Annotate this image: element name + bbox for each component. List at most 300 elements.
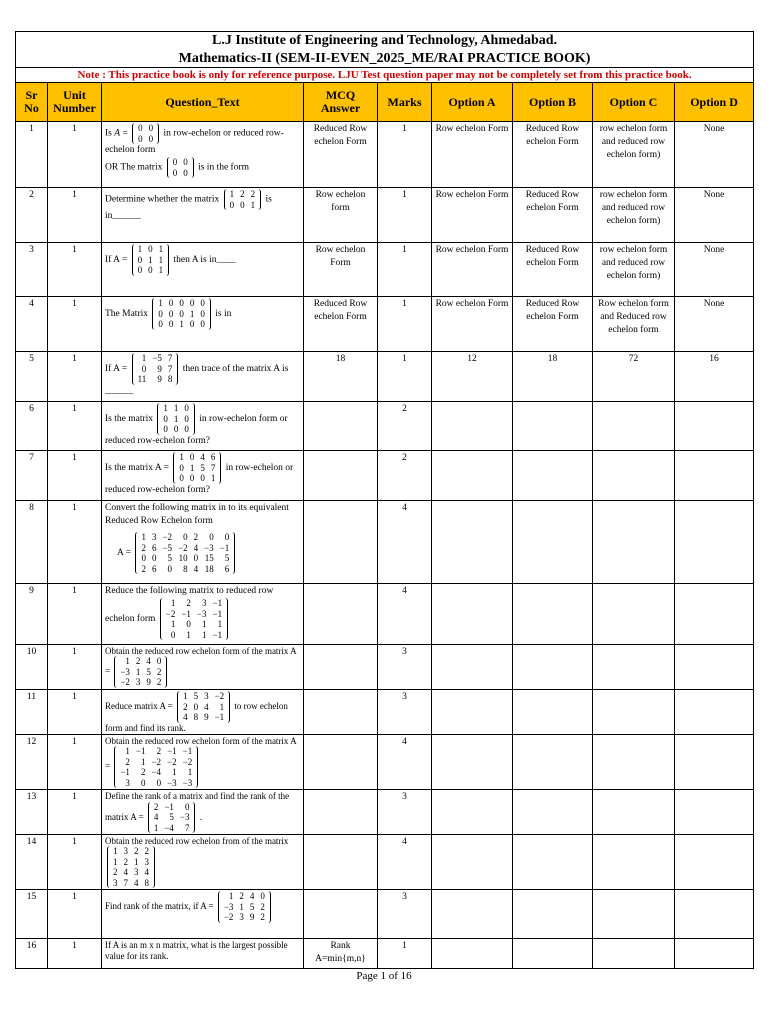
question-text: is in bbox=[215, 308, 232, 319]
mcq-answer: Reduced Row echelon Form bbox=[304, 122, 378, 188]
matrix-cell: 3 bbox=[202, 598, 207, 609]
matrix-cell: −1 bbox=[214, 712, 225, 722]
matrix-cell: −2 bbox=[162, 532, 173, 543]
matrix-cell: 5 bbox=[167, 553, 173, 564]
option-c bbox=[593, 690, 675, 735]
table-row bbox=[16, 352, 754, 402]
matrix-cell: −3 bbox=[179, 812, 190, 823]
option-c: 72 bbox=[593, 352, 675, 402]
marks: 1 bbox=[378, 352, 432, 402]
option-a: Row echelon Form bbox=[432, 122, 513, 188]
option-d bbox=[675, 501, 754, 584]
unit-number: 1 bbox=[48, 243, 102, 297]
question-text: Obtain the reduced row echelon form of the matrix A = bbox=[105, 735, 297, 772]
matrix bbox=[167, 157, 194, 178]
marks: 1 bbox=[378, 243, 432, 297]
matrix-cell: 6 bbox=[151, 542, 157, 553]
option-b bbox=[513, 584, 593, 645]
question-cell bbox=[102, 402, 304, 451]
option-d: None bbox=[675, 122, 754, 188]
page-number: Page 1 of 16 bbox=[356, 970, 412, 982]
matrix-cell: 5 bbox=[169, 812, 174, 823]
option-c bbox=[593, 402, 675, 451]
matrix-cell: 1 bbox=[172, 767, 177, 778]
table-row bbox=[16, 501, 754, 584]
matrix-cell: 2 bbox=[183, 701, 188, 712]
matrix-cell: 1 bbox=[158, 254, 164, 265]
matrix-cell: 1 bbox=[158, 298, 163, 308]
option-a bbox=[432, 690, 513, 735]
matrix-cell: 0 bbox=[189, 319, 195, 329]
matrix-cell: −2 bbox=[167, 756, 177, 767]
matrix-cell: 0 bbox=[179, 462, 184, 473]
matrix-cell: 2 bbox=[156, 666, 162, 677]
option-a: 12 bbox=[432, 352, 513, 402]
matrix-cell: 0 bbox=[172, 167, 178, 178]
matrix-cell: 2 bbox=[193, 532, 199, 543]
sr-no: 15 bbox=[16, 890, 48, 939]
matrix-cell: 0 bbox=[184, 403, 189, 413]
matrix-cell: −3 bbox=[223, 901, 234, 912]
matrix-cell: 0 bbox=[224, 532, 230, 543]
matrix-cell: 0 bbox=[240, 199, 245, 210]
var-a: A bbox=[114, 128, 121, 139]
matrix bbox=[224, 189, 262, 210]
matrix-cell: −5 bbox=[152, 353, 162, 363]
question-text: Convert the following matrix in to its equivalent Reduced Row Echelon form bbox=[105, 503, 289, 527]
question-text: Reduce the following matrix to reduced row echelon form bbox=[105, 586, 274, 625]
matrix-cell: −1 bbox=[212, 629, 223, 640]
matrix-cell: 8 bbox=[183, 563, 188, 574]
option-a: Row echelon Form bbox=[432, 297, 513, 352]
matrix-cell: 0 bbox=[148, 133, 154, 144]
marks: 3 bbox=[378, 890, 432, 939]
option-a bbox=[432, 790, 513, 835]
option-c bbox=[593, 939, 675, 969]
question-cell bbox=[102, 188, 304, 243]
matrix-cell: 0 bbox=[137, 254, 143, 265]
matrix-cell: 0 bbox=[183, 157, 188, 168]
unit-number: 1 bbox=[48, 890, 102, 939]
option-a bbox=[432, 939, 513, 969]
matrix-cell: 0 bbox=[148, 123, 154, 133]
option-b bbox=[513, 690, 593, 735]
matrix-cell: −4 bbox=[151, 767, 162, 778]
sr-no: 9 bbox=[16, 584, 48, 645]
matrix bbox=[107, 846, 155, 888]
option-a bbox=[432, 645, 513, 690]
matrix-cell: 3 bbox=[151, 532, 157, 543]
question-text: OR The matrix bbox=[105, 162, 163, 173]
question-text: If A = bbox=[105, 254, 128, 265]
matrix-cell: 1 bbox=[186, 629, 191, 640]
matrix bbox=[132, 244, 170, 276]
matrix-cell: 9 bbox=[204, 712, 209, 722]
matrix-cell: −1 bbox=[219, 542, 230, 553]
matrix-cell: 5 bbox=[249, 901, 255, 912]
table-row bbox=[16, 243, 754, 297]
unit-number: 1 bbox=[48, 645, 102, 690]
mcq-answer bbox=[304, 835, 378, 890]
matrix-cell: 9 bbox=[157, 363, 162, 374]
matrix-cell: 4 bbox=[249, 891, 255, 902]
matrix-cell: −2 bbox=[120, 677, 130, 688]
option-a bbox=[432, 501, 513, 584]
matrix-cell: 1 bbox=[153, 822, 159, 833]
subject-title: Mathematics-II (SEM-II-EVEN_2025_ME/RAI PRACTICE BOOK) bbox=[16, 50, 754, 68]
matrix-cell: 0 bbox=[189, 298, 195, 308]
matrix-cell: 4 bbox=[183, 712, 188, 722]
marks: 3 bbox=[378, 790, 432, 835]
unit-number: 1 bbox=[48, 297, 102, 352]
matrix-cell: 0 bbox=[189, 452, 195, 462]
matrix-cell: 2 bbox=[186, 598, 191, 609]
matrix-cell: 1 bbox=[189, 462, 195, 473]
matrix bbox=[132, 123, 159, 144]
matrix-cell: 1 bbox=[113, 856, 118, 867]
matrix-cell: 3 bbox=[123, 846, 128, 857]
matrix bbox=[114, 746, 198, 788]
question-cell: Is A = 0 0 0 0 in row-echelon or reduced row-echelon form OR The matrix 0 0 0 0 is in the form bbox=[102, 122, 304, 188]
matrix-cell: 2 bbox=[135, 656, 141, 667]
matrix-cell: 5 bbox=[224, 553, 230, 564]
matrix-cell: 2 bbox=[156, 677, 162, 688]
question-rows bbox=[16, 122, 754, 969]
marks: 1 bbox=[378, 939, 432, 969]
sr-no: 16 bbox=[16, 939, 48, 969]
unit-number: 1 bbox=[48, 501, 102, 584]
unit-number: 1 bbox=[48, 451, 102, 501]
matrix-cell: 7 bbox=[167, 353, 173, 363]
option-d: None bbox=[675, 297, 754, 352]
marks: 1 bbox=[378, 188, 432, 243]
option-c bbox=[593, 835, 675, 890]
matrix-cell: 0 bbox=[200, 319, 205, 329]
matrix-cell: 6 bbox=[210, 452, 216, 462]
matrix-cell: 7 bbox=[184, 822, 190, 833]
marks: 2 bbox=[378, 402, 432, 451]
sr-no: 11 bbox=[16, 690, 48, 735]
header-row bbox=[16, 83, 754, 122]
table-row bbox=[16, 690, 754, 735]
matrix-cell: 0 bbox=[200, 473, 205, 483]
option-c bbox=[593, 451, 675, 501]
matrix-cell: 2 bbox=[239, 891, 244, 902]
col-option-c: Option C bbox=[593, 83, 675, 122]
matrix-cell: 1 bbox=[239, 901, 244, 912]
sr-no: 6 bbox=[16, 402, 48, 451]
option-b bbox=[513, 734, 593, 789]
option-a bbox=[432, 584, 513, 645]
matrix-cell: 0 bbox=[140, 777, 146, 788]
matrix-cell: 1 bbox=[187, 767, 193, 778]
marks: 3 bbox=[378, 645, 432, 690]
matrix-cell: 1 bbox=[134, 856, 139, 867]
option-c: row echelon form and reduced row echelon form) bbox=[593, 122, 675, 188]
question-cell bbox=[102, 835, 304, 890]
matrix-cell: 9 bbox=[249, 912, 255, 923]
matrix-cell: 1 bbox=[189, 308, 195, 319]
option-b: Reduced Row echelon Form bbox=[513, 243, 593, 297]
mcq-answer bbox=[304, 501, 378, 584]
matrix-cell: 1 bbox=[202, 629, 207, 640]
matrix-cell: 1 bbox=[229, 189, 235, 199]
table-row bbox=[16, 790, 754, 835]
marks: 1 bbox=[378, 297, 432, 352]
matrix-cell: 0 bbox=[200, 308, 205, 319]
matrix-cell: 0 bbox=[173, 424, 179, 434]
matrix-cell: 2 bbox=[125, 756, 130, 767]
matrix-cell: 7 bbox=[210, 462, 216, 473]
unit-number: 1 bbox=[48, 402, 102, 451]
question-cell bbox=[102, 584, 304, 645]
matrix bbox=[218, 891, 271, 923]
option-d bbox=[675, 890, 754, 939]
matrix-cell: 1 bbox=[158, 244, 164, 254]
question-table bbox=[15, 31, 754, 969]
matrix-cell: −1 bbox=[212, 598, 223, 609]
matrix-cell: 1 bbox=[173, 403, 179, 413]
matrix-cell: 9 bbox=[157, 374, 162, 384]
matrix-cell: 2 bbox=[144, 846, 149, 857]
option-b bbox=[513, 790, 593, 835]
matrix bbox=[148, 802, 196, 834]
sr-no: 12 bbox=[16, 734, 48, 789]
marks: 4 bbox=[378, 584, 432, 645]
matrix-cell: −1 bbox=[120, 767, 130, 778]
matrix-cell: 8 bbox=[144, 877, 149, 888]
option-b: Reduced Row echelon Form bbox=[513, 122, 593, 188]
matrix-cell: 3 bbox=[204, 691, 209, 701]
question-cell bbox=[102, 243, 304, 297]
question-cell bbox=[102, 690, 304, 735]
col-question: Question_Text bbox=[102, 83, 304, 122]
matrix-cell: −3 bbox=[167, 777, 177, 788]
matrix-cell: 0 bbox=[163, 424, 168, 434]
question-text: If A = bbox=[105, 363, 128, 374]
matrix-cell: 1 bbox=[173, 413, 179, 424]
question-text: Define the rank of a matrix and find the rank of the matrix A = bbox=[105, 791, 290, 822]
unit-number: 1 bbox=[48, 690, 102, 735]
option-b bbox=[513, 939, 593, 969]
matrix-cell: 2 bbox=[123, 856, 128, 867]
matrix-cell: 0 bbox=[138, 123, 143, 133]
question-text: Reduce matrix A = bbox=[105, 700, 173, 711]
matrix bbox=[135, 532, 235, 574]
option-c bbox=[593, 584, 675, 645]
matrix-cell: 0 bbox=[179, 473, 184, 483]
option-c bbox=[593, 501, 675, 584]
sr-no: 7 bbox=[16, 451, 48, 501]
option-b: 18 bbox=[513, 352, 593, 402]
option-d bbox=[675, 690, 754, 735]
option-d: None bbox=[675, 188, 754, 243]
matrix-cell: 0 bbox=[168, 308, 174, 319]
matrix bbox=[160, 598, 228, 640]
matrix-cell: 1 bbox=[135, 666, 141, 677]
option-b bbox=[513, 890, 593, 939]
matrix-cell: 4 bbox=[200, 452, 205, 462]
question-text: then A is in____ bbox=[173, 254, 236, 265]
table-row bbox=[16, 451, 754, 501]
matrix-cell: −2 bbox=[151, 756, 162, 767]
sr-no: 8 bbox=[16, 501, 48, 584]
question-text: Is the matrix bbox=[105, 413, 154, 424]
option-a bbox=[432, 451, 513, 501]
matrix-cell: −3 bbox=[204, 542, 214, 553]
option-a bbox=[432, 890, 513, 939]
matrix-cell: 1 bbox=[183, 691, 188, 701]
unit-number: 1 bbox=[48, 584, 102, 645]
matrix-cell: 5 bbox=[146, 666, 151, 677]
option-b: Reduced Row echelon Form bbox=[513, 297, 593, 352]
mcq-answer bbox=[304, 790, 378, 835]
matrix bbox=[152, 298, 211, 330]
question-text: The Matrix bbox=[105, 308, 149, 319]
unit-number: 1 bbox=[48, 939, 102, 969]
matrix-cell: 6 bbox=[151, 563, 157, 574]
matrix-cell: 4 bbox=[193, 542, 199, 553]
col-option-b: Option B bbox=[513, 83, 593, 122]
matrix-cell: 0 bbox=[163, 413, 168, 424]
matrix bbox=[177, 691, 230, 723]
option-b bbox=[513, 835, 593, 890]
col-option-d: Option D bbox=[675, 83, 754, 122]
matrix-cell: 1 bbox=[210, 473, 216, 483]
matrix-cell: 0 bbox=[158, 319, 163, 329]
matrix-cell: 0 bbox=[141, 363, 147, 374]
matrix-cell: 1 bbox=[163, 403, 168, 413]
matrix-cell: 0 bbox=[183, 532, 188, 543]
mcq-answer bbox=[304, 584, 378, 645]
matrix-cell: 4 bbox=[134, 877, 139, 888]
reference-note: Note : This practice book is only for reference purpose. LJU Test question paper may not be completely set from this practice book. bbox=[16, 68, 754, 83]
matrix-cell: 1 bbox=[170, 598, 176, 609]
marks: 4 bbox=[378, 734, 432, 789]
matrix-cell: 8 bbox=[193, 712, 199, 722]
option-d bbox=[675, 451, 754, 501]
question-cell bbox=[102, 501, 304, 584]
question-text: If A is an m x n matrix, what is the largest possible value for its rank. bbox=[105, 940, 288, 961]
question-text: in row-echelon or reduced row-echelon form bbox=[105, 128, 284, 155]
question-text: Obtain the reduced row echelon form of the matrix A = bbox=[105, 646, 297, 677]
question-text: in row-echelon form or reduced row-echelon form? bbox=[105, 413, 288, 446]
option-c bbox=[593, 890, 675, 939]
option-b bbox=[513, 501, 593, 584]
matrix-cell: −1 bbox=[164, 801, 174, 812]
mcq-answer: Row echelon form bbox=[304, 188, 378, 243]
option-d: None bbox=[675, 243, 754, 297]
option-b bbox=[513, 402, 593, 451]
matrix-cell: 0 bbox=[141, 553, 146, 564]
option-b bbox=[513, 451, 593, 501]
mcq-answer: Row echelon Form bbox=[304, 243, 378, 297]
unit-number: 1 bbox=[48, 122, 102, 188]
marks: 2 bbox=[378, 451, 432, 501]
institute-title: L.J Institute of Engineering and Technology, Ahmedabad. bbox=[16, 32, 754, 51]
matrix-cell: 0 bbox=[200, 298, 205, 308]
matrix-cell: 4 bbox=[193, 563, 199, 574]
matrix-cell: 3 bbox=[239, 912, 244, 923]
matrix-cell: 1 bbox=[219, 701, 225, 712]
option-a bbox=[432, 734, 513, 789]
matrix-cell: 2 bbox=[113, 867, 118, 878]
question-text: in row-echelon or reduced row-echelon form? bbox=[105, 462, 294, 495]
marks: 4 bbox=[378, 835, 432, 890]
matrix-cell: −1 bbox=[182, 746, 193, 757]
table-row bbox=[16, 939, 754, 969]
matrix-cell: 3 bbox=[113, 877, 118, 888]
matrix-cell: 3 bbox=[134, 867, 139, 878]
matrix-cell: 15 bbox=[204, 553, 214, 564]
matrix-cell: 0 bbox=[156, 656, 162, 667]
matrix-cell: 0 bbox=[184, 424, 189, 434]
table-row bbox=[16, 835, 754, 890]
matrix-cell: 0 bbox=[189, 473, 195, 483]
matrix-cell: 0 bbox=[168, 298, 174, 308]
option-d bbox=[675, 939, 754, 969]
option-a bbox=[432, 402, 513, 451]
matrix-cell: 1 bbox=[179, 452, 184, 462]
question-cell bbox=[102, 645, 304, 690]
matrix-cell: −2 bbox=[178, 542, 188, 553]
matrix-cell: 0 bbox=[183, 167, 188, 178]
marks: 4 bbox=[378, 501, 432, 584]
matrix-cell: 6 bbox=[224, 563, 230, 574]
matrix-cell: 1 bbox=[148, 254, 153, 265]
question-text: then trace of the matrix A is ______ bbox=[105, 363, 289, 396]
question-text: Determine whether the matrix bbox=[105, 194, 220, 205]
option-d bbox=[675, 402, 754, 451]
matrix-cell: 0 bbox=[168, 319, 174, 329]
matrix-cell: −2 bbox=[223, 912, 234, 923]
matrix-cell: 4 bbox=[204, 701, 209, 712]
question-cell bbox=[102, 939, 304, 969]
matrix-cell: 4 bbox=[123, 867, 128, 878]
option-d bbox=[675, 584, 754, 645]
matrix-cell: 1 bbox=[228, 891, 234, 902]
matrix-cell: 2 bbox=[260, 912, 265, 923]
question-cell bbox=[102, 352, 304, 402]
matrix-cell: 0 bbox=[138, 133, 143, 144]
sr-no: 4 bbox=[16, 297, 48, 352]
matrix-cell: −1 bbox=[212, 608, 223, 619]
matrix-cell: −2 bbox=[182, 756, 193, 767]
table-row bbox=[16, 890, 754, 939]
matrix-cell: 0 bbox=[186, 619, 191, 630]
question-text: A = bbox=[117, 548, 132, 559]
matrix-cell: −2 bbox=[214, 691, 225, 701]
option-c bbox=[593, 645, 675, 690]
question-text: Is bbox=[105, 128, 112, 139]
matrix-cell: 0 bbox=[179, 298, 184, 308]
matrix-cell: −1 bbox=[135, 746, 146, 757]
option-c bbox=[593, 734, 675, 789]
question-cell bbox=[102, 734, 304, 789]
mcq-answer bbox=[304, 645, 378, 690]
sr-no: 2 bbox=[16, 188, 48, 243]
matrix-cell: 2 bbox=[134, 846, 139, 857]
question-text: Find rank of the matrix, if A = bbox=[105, 901, 214, 912]
matrix-cell: 5 bbox=[200, 462, 205, 473]
matrix-cell: 18 bbox=[204, 563, 214, 574]
matrix-cell: 0 bbox=[184, 801, 190, 812]
matrix-cell: 0 bbox=[167, 563, 173, 574]
matrix bbox=[157, 403, 195, 435]
matrix-cell: 10 bbox=[178, 553, 188, 564]
option-a: Row echelon Form bbox=[432, 243, 513, 297]
matrix-cell: 2 bbox=[240, 189, 245, 199]
